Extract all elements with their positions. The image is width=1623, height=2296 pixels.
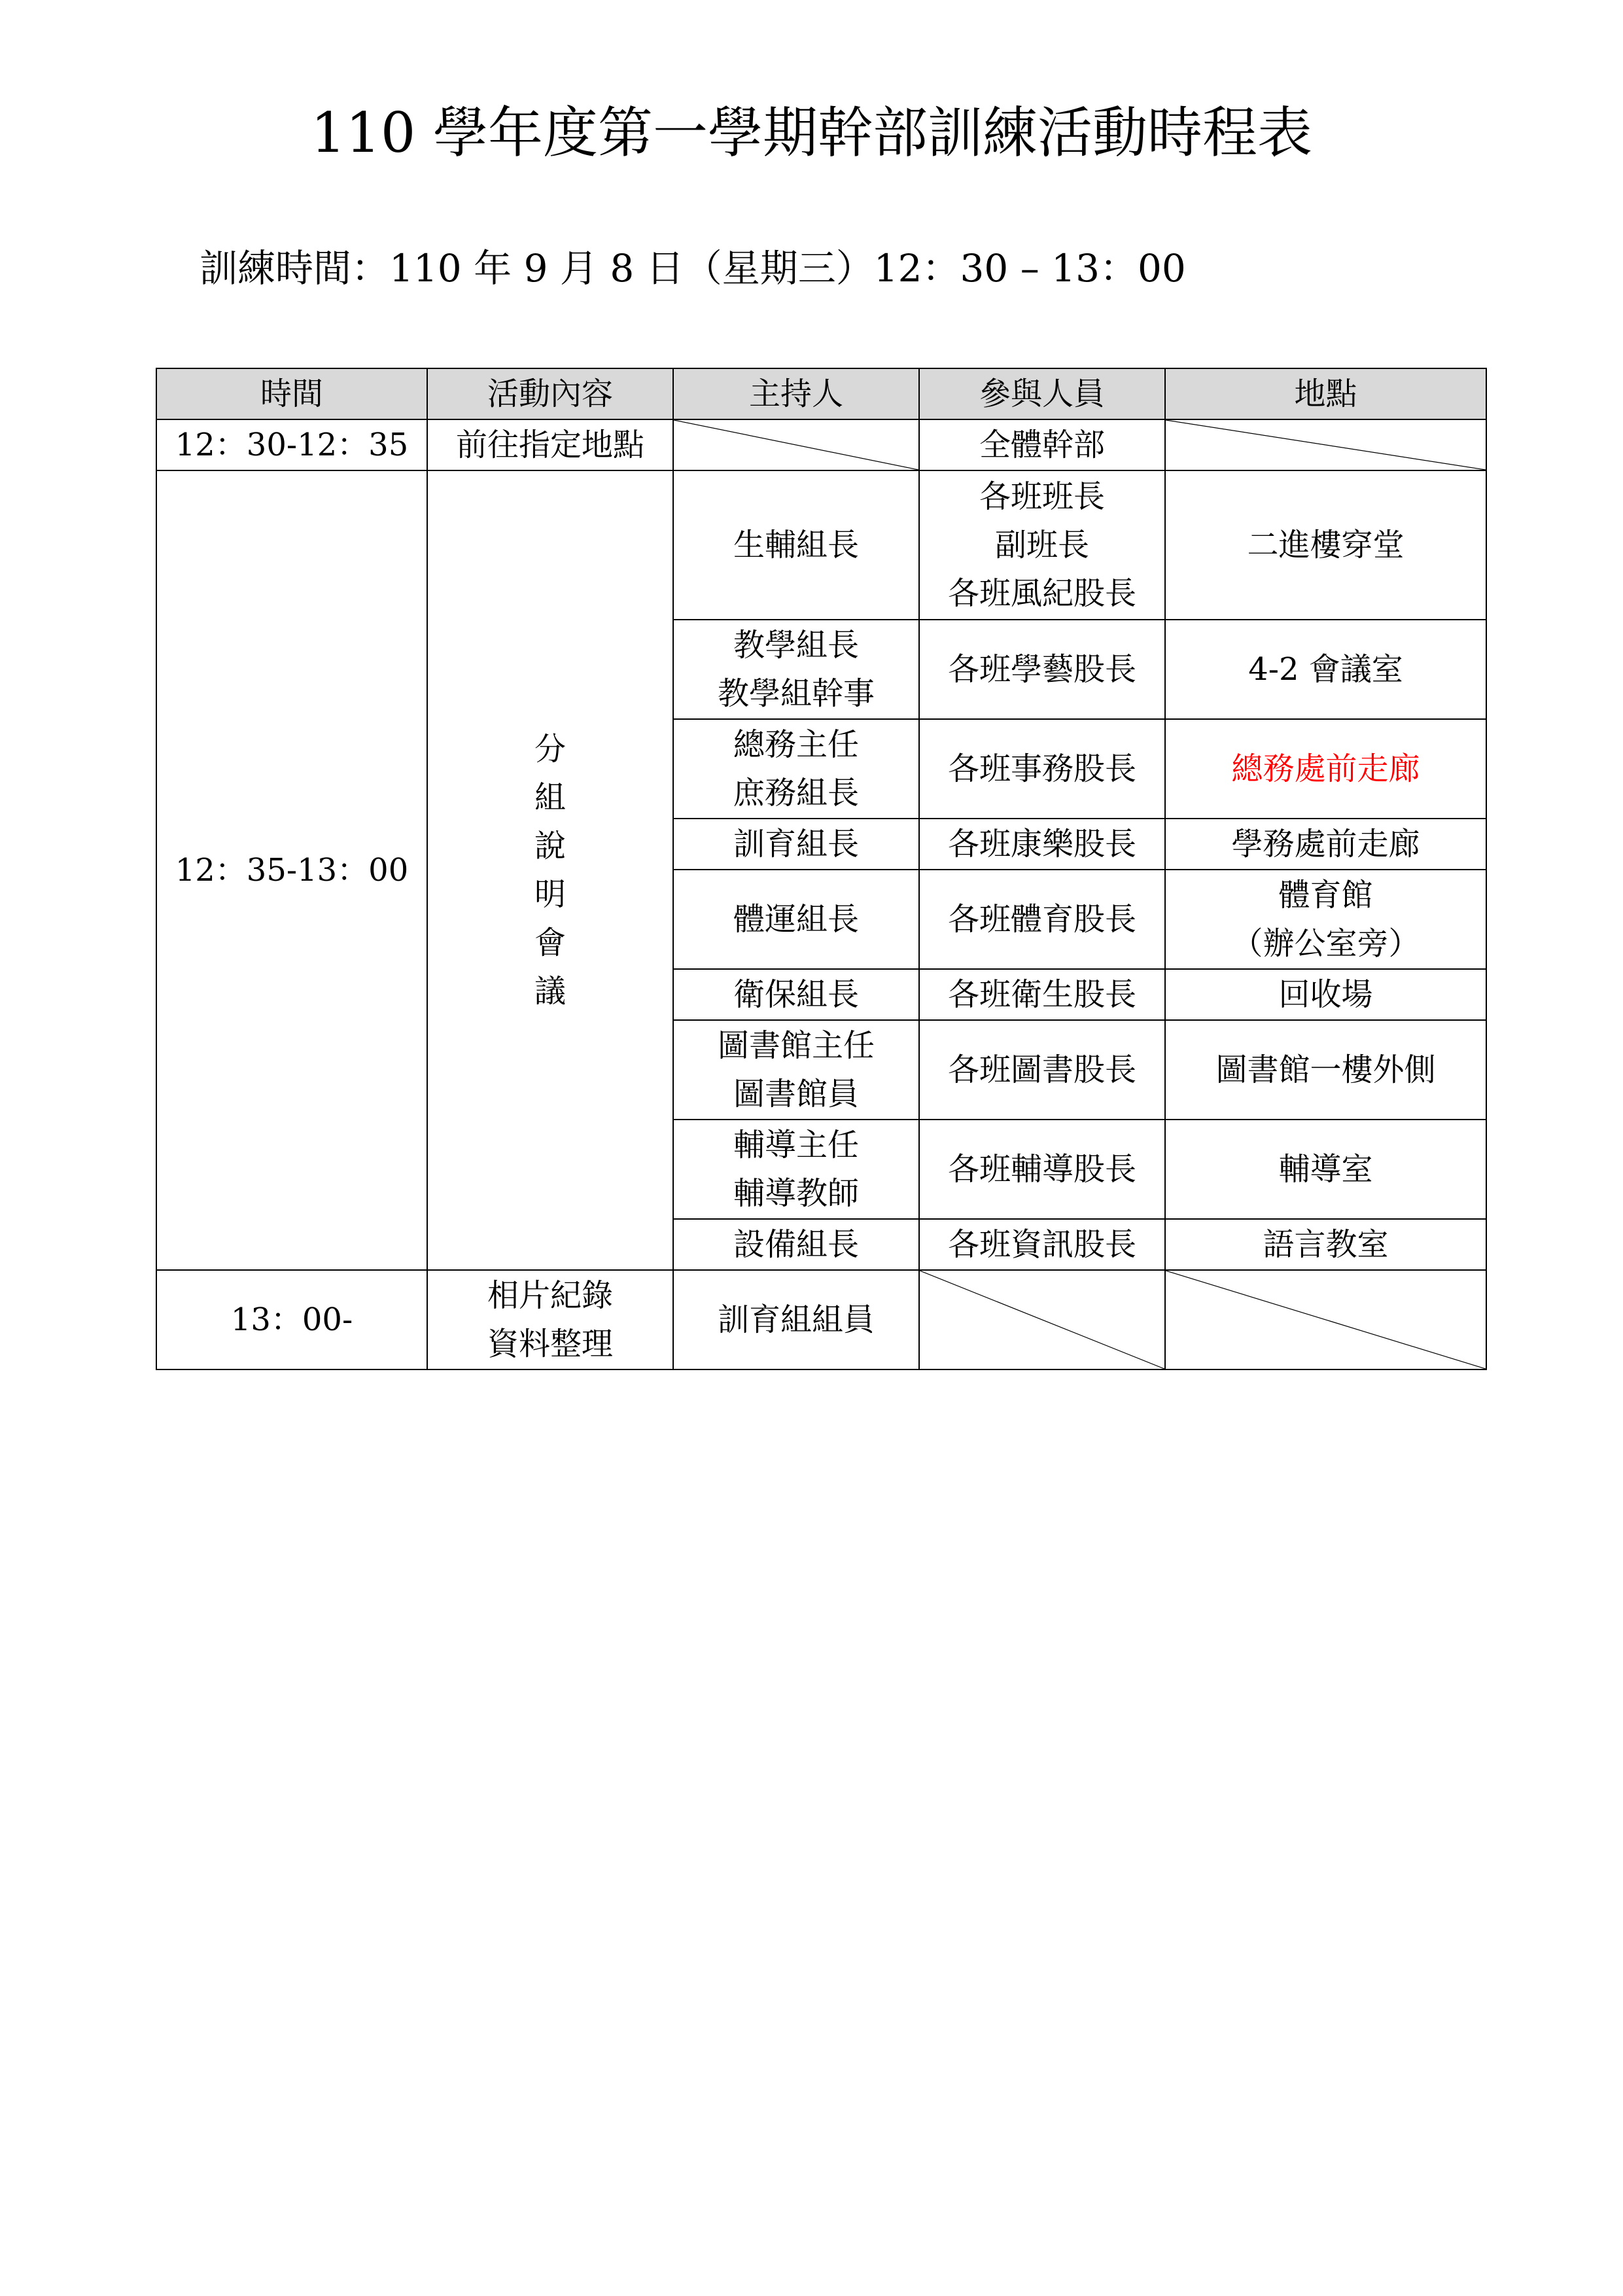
row2-activity-char: 明 (534, 876, 566, 913)
group-host-line: 設備組長 (733, 1226, 859, 1263)
group-host-line: 教學組長 (733, 627, 859, 663)
group-participants-line: 各班事務股長 (947, 751, 1136, 787)
row2-activity-char: 分 (534, 731, 566, 768)
group-location-line: 學務處前走廊 (1231, 826, 1420, 862)
group-host (673, 1120, 919, 1219)
group-location (1165, 819, 1486, 870)
group-participants (919, 620, 1165, 719)
group-host-line: 輔導主任 (733, 1127, 859, 1163)
group-host (673, 870, 919, 969)
group-participants (919, 819, 1165, 870)
header-row (156, 368, 1486, 419)
row1-location-empty (1165, 419, 1486, 470)
group-participants (919, 1120, 1165, 1219)
row3-location-empty (1165, 1270, 1486, 1369)
diagonal-line (1166, 420, 1486, 470)
row1-time: 12：30-12：35 (156, 419, 427, 470)
group-location-line: 二進樓穿堂 (1247, 527, 1405, 563)
group-location (1165, 870, 1486, 969)
group-participants (919, 870, 1165, 969)
group-location-line: 總務處前走廊 (1231, 751, 1420, 787)
group-location (1165, 1120, 1486, 1219)
diagonal-line (1166, 1271, 1486, 1369)
group-participants-line: 各班學藝股長 (947, 651, 1136, 688)
row2-activity (427, 470, 673, 1270)
table-row (156, 470, 1486, 620)
diagonal-line (674, 420, 918, 470)
header-host: 主持人 (673, 368, 919, 419)
group-participants-line: 各班輔導股長 (947, 1151, 1136, 1188)
group-participants (919, 969, 1165, 1020)
header-location: 地點 (1165, 368, 1486, 419)
group-location (1165, 969, 1486, 1020)
group-host (673, 969, 919, 1020)
schedule-table (156, 368, 1487, 1370)
row3-activity-line: 資料整理 (487, 1326, 613, 1362)
group-host-line: 體運組長 (733, 901, 859, 938)
row2-activity-char: 說 (534, 828, 566, 864)
group-location-line: 語言教室 (1263, 1226, 1389, 1263)
group-location (1165, 1219, 1486, 1270)
group-location-line: （辦公室旁） (1231, 925, 1420, 962)
row2-activity-char: 議 (534, 973, 566, 1010)
group-host (673, 819, 919, 870)
group-host (673, 719, 919, 819)
row2-activity-char: 會 (534, 925, 566, 961)
group-host-line: 圖書館員 (733, 1076, 859, 1112)
group-host (673, 1219, 919, 1270)
group-host (673, 1020, 919, 1120)
row3-participants-empty (919, 1270, 1165, 1369)
group-host-line: 庶務組長 (733, 775, 859, 811)
training-time: 訓練時間：110 年 9 月 8 日（星期三）12：30 – 13：00 (200, 246, 1186, 291)
group-participants-line: 各班風紀股長 (947, 575, 1136, 612)
row2-activity-char: 組 (534, 779, 566, 816)
header-time: 時間 (156, 368, 427, 419)
group-participants-line: 各班康樂股長 (947, 826, 1136, 862)
group-location (1165, 470, 1486, 620)
row1-host-empty (673, 419, 919, 470)
group-location (1165, 719, 1486, 819)
group-host-line: 衛保組長 (733, 976, 859, 1013)
group-host (673, 620, 919, 719)
group-participants-line: 各班資訊股長 (947, 1226, 1136, 1263)
group-location-line: 4-2 會議室 (1248, 651, 1403, 688)
group-location (1165, 1020, 1486, 1120)
group-participants (919, 719, 1165, 819)
row3-time: 13：00- (156, 1270, 427, 1369)
group-participants-line: 副班長 (994, 527, 1089, 563)
group-host-line: 生輔組長 (733, 527, 859, 563)
table-row (156, 1270, 1486, 1369)
group-participants-line: 各班班長 (979, 478, 1105, 515)
diagonal-line (920, 1271, 1164, 1369)
header-activity: 活動內容 (427, 368, 673, 419)
row1-participants: 全體幹部 (919, 419, 1165, 470)
row1-activity: 前往指定地點 (427, 419, 673, 470)
group-host-line: 訓育組長 (733, 826, 859, 862)
group-host-line: 輔導教師 (733, 1175, 859, 1212)
group-participants-line: 各班圖書股長 (947, 1051, 1136, 1088)
group-location-line: 輔導室 (1278, 1151, 1373, 1188)
header-participants: 參與人員 (919, 368, 1165, 419)
group-host-line: 圖書館主任 (717, 1027, 875, 1064)
group-participants-line: 各班體育股長 (947, 901, 1136, 938)
group-host-line: 總務主任 (733, 726, 859, 763)
group-participants (919, 1219, 1165, 1270)
row3-host: 訓育組組員 (673, 1270, 919, 1369)
group-location-line: 回收場 (1278, 976, 1373, 1013)
document-title: 110 學年度第一學期幹部訓練活動時程表 (310, 101, 1313, 165)
group-participants (919, 470, 1165, 620)
row3-activity-line: 相片紀錄 (487, 1277, 613, 1314)
group-host (673, 470, 919, 620)
group-participants (919, 1020, 1165, 1120)
group-location-line: 圖書館一樓外側 (1215, 1051, 1436, 1088)
row2-time: 12：35-13：00 (156, 470, 427, 1270)
table-row (156, 419, 1486, 470)
group-host-line: 教學組幹事 (717, 675, 875, 712)
group-location-line: 體育館 (1278, 877, 1373, 913)
row3-activity (427, 1270, 673, 1369)
group-participants-line: 各班衛生股長 (947, 976, 1136, 1013)
group-location (1165, 620, 1486, 719)
